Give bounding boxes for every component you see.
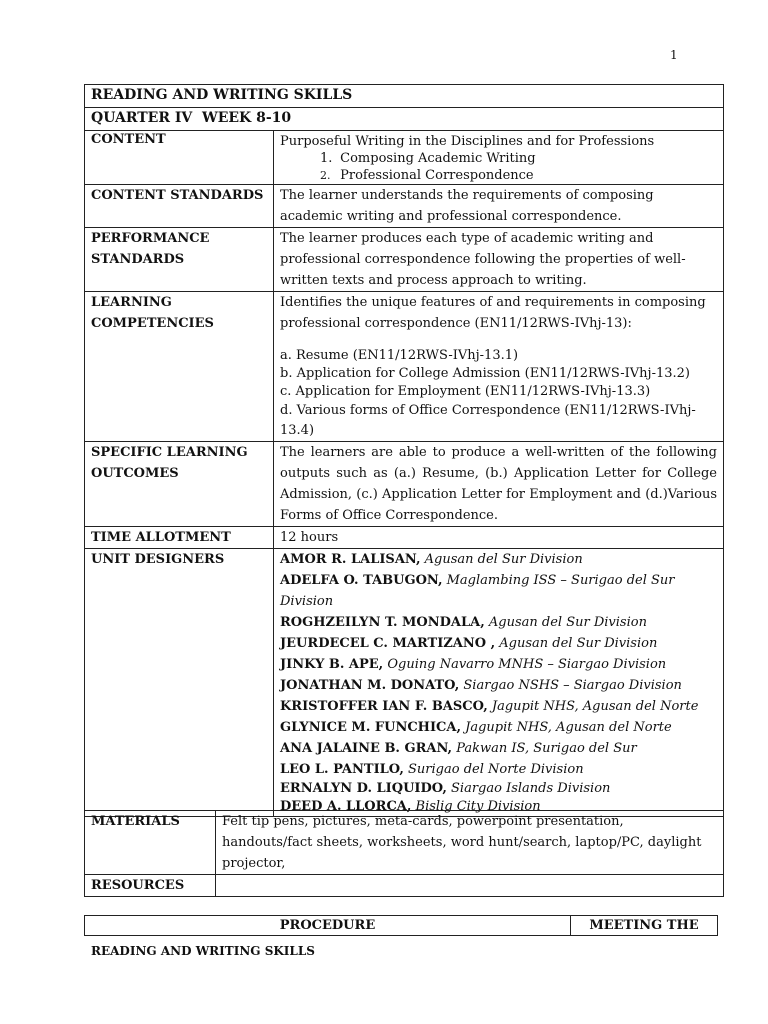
materials-text: Felt tip pens, pictures, meta-cards, powerpoint presentation, handouts/fact sheets, worksheets, word hunt/search, laptop/PC, daylight projector, (216, 811, 724, 875)
performance-standards-text: The learner produces each type of academic writing and professional correspondence following the properties of well-written texts and process approach to writing. (274, 228, 724, 292)
time-allotment-text: 12 hours (274, 527, 724, 549)
designer-entry: GLYNICE M. FUNCHICA, Jagupit NHS, Agusan del Norte (280, 720, 672, 735)
time-allotment-row (85, 527, 724, 549)
designer-entry: JONATHAN M. DONATO, Siargao NSHS – Siargao Division (280, 678, 682, 693)
learning-competencies-label: LEARNING COMPETENCIES (85, 292, 274, 442)
procedure-table (84, 915, 718, 936)
learning-competencies-cell (274, 292, 724, 442)
footer-title: READING AND WRITING SKILLS (91, 944, 315, 958)
competency-item: b. Application for College Admission (EN11/12RWS-IVhj-13.2) (280, 366, 690, 381)
page-number: 1 (670, 48, 678, 62)
content-list (280, 150, 717, 184)
designer-entry: LEO L. PANTILO, Surigao del Norte Division (280, 762, 584, 777)
content-standards-text: The learner understands the requirements of composing academic writing and professional correspondence. (274, 185, 724, 228)
specific-outcomes-row (85, 442, 724, 527)
time-allotment-label: TIME ALLOTMENT (85, 527, 274, 549)
content-item: 1. Composing Academic Writing (320, 151, 536, 166)
competency-item: c. Application for Employment (EN11/12RWS-IVhj-13.3) (280, 384, 651, 399)
competencies-intro: Identifies the unique features of and requirements in composing professional correspondence (EN11/12RWS-IVhj-13): (280, 295, 706, 331)
quarter-week: QUARTER IV WEEK 8-10 (85, 108, 724, 131)
designer-entry: ADELFA O. TABUGON, Maglambing ISS – Surigao del Sur Division (280, 573, 675, 609)
content-label: CONTENT (85, 131, 274, 185)
designer-entry: KRISTOFFER IAN F. BASCO, Jagupit NHS, Agusan del Norte (280, 699, 699, 714)
quarter-row (85, 108, 724, 131)
designer-entry: ANA JALAINE B. GRAN, Pakwan IS, Surigao del Sur (280, 741, 637, 756)
resources-text (216, 875, 724, 897)
unit-designers-label: UNIT DESIGNERS (85, 549, 274, 817)
unit-designers-list (274, 549, 724, 817)
performance-standards-label: PERFORMANCE STANDARDS (85, 228, 274, 292)
content-cell (274, 131, 724, 185)
specific-outcomes-text: The learners are able to produce a well-written of the following outputs such as (a.) Resume, (b.) Application Letter for College Admission, (c.) Application Letter for Employment and (d.)Various Forms of Office Correspondence. (274, 442, 724, 527)
procedure-header: PROCEDURE (85, 916, 571, 936)
materials-row (85, 811, 724, 875)
designer-entry: AMOR R. LALISAN, Agusan del Sur Division (280, 552, 583, 567)
content-row (85, 131, 724, 185)
lesson-info-table (84, 84, 724, 817)
designer-entry: DEED A. LLORCA, Bislig City Division (280, 799, 541, 814)
resources-label: RESOURCES (85, 875, 216, 897)
meeting-header: MEETING THE (571, 916, 718, 936)
designer-entry: ROGHZEILYN T. MONDALA, Agusan del Sur Division (280, 615, 647, 630)
unit-designers-row (85, 549, 724, 817)
content-standards-label: CONTENT STANDARDS (85, 185, 274, 228)
content-standards-row (85, 185, 724, 228)
designer-entry: ERNALYN D. LIQUIDO, Siargao Islands Division (280, 781, 611, 796)
materials-table (84, 810, 724, 897)
designer-entry: JINKY B. APE, Oguing Navarro MNHS – Siargao Division (280, 657, 667, 672)
competency-item: a. Resume (EN11/12RWS-IVhj-13.1) (280, 348, 519, 363)
performance-standards-row (85, 228, 724, 292)
subject-title: READING AND WRITING SKILLS (85, 85, 724, 108)
title-row (85, 85, 724, 108)
procedure-header-row (85, 916, 718, 936)
specific-outcomes-label: SPECIFIC LEARNING OUTCOMES (85, 442, 274, 527)
designer-entry: JEURDECEL C. MARTIZANO , Agusan del Sur Division (280, 636, 658, 651)
learning-competencies-row (85, 292, 724, 442)
content-main: Purposeful Writing in the Disciplines and for Professions (280, 134, 655, 149)
resources-row (85, 875, 724, 897)
competency-item: d. Various forms of Office Correspondence (EN11/12RWS-IVhj-13.4) (280, 403, 696, 438)
materials-label: MATERIALS (85, 811, 216, 875)
content-item: 2. Professional Correspondence (320, 168, 534, 183)
